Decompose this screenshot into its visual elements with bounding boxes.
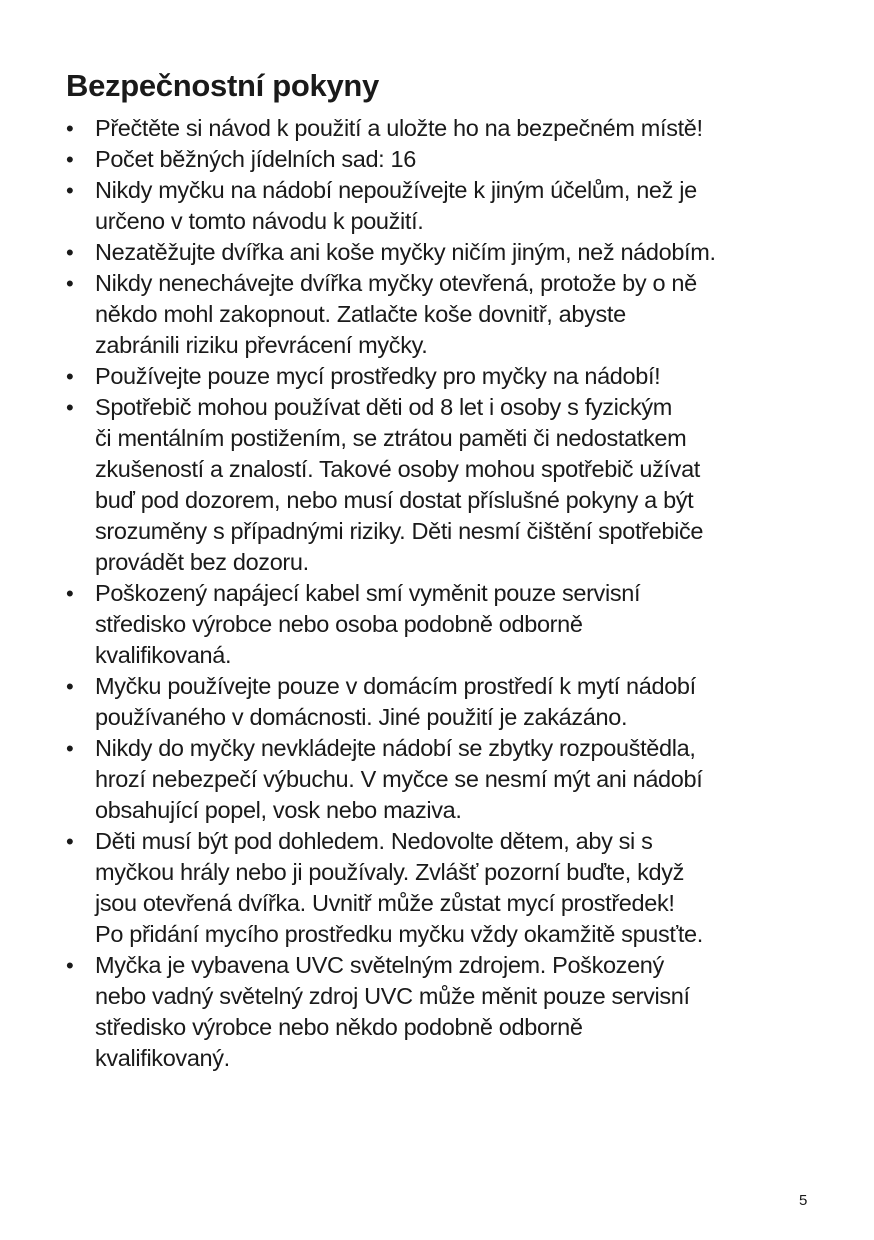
list-item-text-line: Myčka je vybavena UVC světelným zdrojem. Poškozený [95, 952, 664, 978]
bullet-icon: • [66, 395, 74, 420]
list-item-text-line: Nikdy nenechávejte dvířka myčky otevřená, protože by o ně [95, 270, 697, 296]
list-item [66, 826, 826, 950]
list-item-text-line: používaného v domácnosti. Jiné použití je zakázáno. [95, 704, 628, 730]
list-item-text-line: Poškozený napájecí kabel smí vyměnit pouze servisní [95, 580, 641, 606]
list-item-text-line: zkušeností a znalostí. Takové osoby mohou spotřebič užívat [95, 456, 700, 482]
list-item [66, 671, 826, 733]
bullet-icon: • [66, 364, 74, 389]
list-item-text-line: Přečtěte si návod k použití a uložte ho na bezpečném místě! [95, 115, 703, 141]
bullet-icon: • [66, 736, 74, 761]
list-item-text-line: Nikdy myčku na nádobí nepoužívejte k jiným účelům, než je [95, 177, 697, 203]
list-item-text-line: Děti musí být pod dohledem. Nedovolte dětem, aby si s [95, 828, 653, 854]
list-item-text-line: Nezatěžujte dvířka ani koše myčky ničím jiným, než nádobím. [95, 239, 716, 265]
list-item [66, 113, 826, 144]
safety-instructions-list [66, 113, 826, 1074]
list-item-text-line: hrozí nebezpečí výbuchu. V myčce se nesmí mýt ani nádobí [95, 766, 703, 792]
list-item-text-line: či mentálním postižením, se ztrátou paměti či nedostatkem [95, 425, 687, 451]
list-item [66, 361, 826, 392]
list-item [66, 950, 826, 1074]
list-item-text-line: kvalifikovaný. [95, 1045, 230, 1071]
bullet-icon: • [66, 240, 74, 265]
list-item-text-line: Myčku používejte pouze v domácím prostředí k mytí nádobí [95, 673, 696, 699]
list-item-text-line: středisko výrobce nebo osoba podobně odborně [95, 611, 583, 637]
list-item-text-line: jsou otevřená dvířka. Uvnitř může zůstat mycí prostředek! [95, 890, 675, 916]
list-item-text-line: středisko výrobce nebo někdo podobně odborně [95, 1014, 583, 1040]
bullet-icon: • [66, 147, 74, 172]
bullet-icon: • [66, 116, 74, 141]
list-item-text-line: určeno v tomto návodu k použití. [95, 208, 424, 234]
list-item-text-line: Nikdy do myčky nevkládejte nádobí se zbytky rozpouštědla, [95, 735, 696, 761]
list-item [66, 175, 826, 237]
list-item-text-line: Počet běžných jídelních sad: 16 [95, 146, 416, 172]
list-item-text-line: provádět bez dozoru. [95, 549, 309, 575]
list-item [66, 268, 826, 361]
list-item-text-line: srozuměny s případnými riziky. Děti nesmí čištění spotřebiče [95, 518, 704, 544]
list-item-text-line: zabránili riziku převrácení myčky. [95, 332, 428, 358]
list-item [66, 733, 826, 826]
list-item-text-line: někdo mohl zakopnout. Zatlačte koše dovnitř, abyste [95, 301, 626, 327]
list-item [66, 144, 826, 175]
list-item-text-line: kvalifikovaná. [95, 642, 232, 668]
bullet-icon: • [66, 953, 74, 978]
list-item-text-line: Používejte pouze mycí prostředky pro myčky na nádobí! [95, 363, 661, 389]
list-item-text-line: buď pod dozorem, nebo musí dostat příslušné pokyny a být [95, 487, 694, 513]
page-number: 5 [799, 1192, 808, 1209]
list-item-text-line: myčkou hrály nebo ji používaly. Zvlášť pozorní buďte, když [95, 859, 684, 885]
bullet-icon: • [66, 829, 74, 854]
bullet-icon: • [66, 674, 74, 699]
list-item-text-line: Po přidání mycího prostředku myčku vždy okamžitě spusťte. [95, 921, 703, 947]
list-item [66, 578, 826, 671]
list-item-text-line: obsahující popel, vosk nebo maziva. [95, 797, 462, 823]
list-item [66, 237, 826, 268]
bullet-icon: • [66, 271, 74, 296]
list-item-text-line: nebo vadný světelný zdroj UVC může měnit pouze servisní [95, 983, 690, 1009]
bullet-icon: • [66, 581, 74, 606]
list-item [66, 392, 826, 578]
section-title: Bezpečnostní pokyny [66, 68, 379, 103]
list-item-text-line: Spotřebič mohou používat děti od 8 let i osoby s fyzickým [95, 394, 672, 420]
bullet-icon: • [66, 178, 74, 203]
